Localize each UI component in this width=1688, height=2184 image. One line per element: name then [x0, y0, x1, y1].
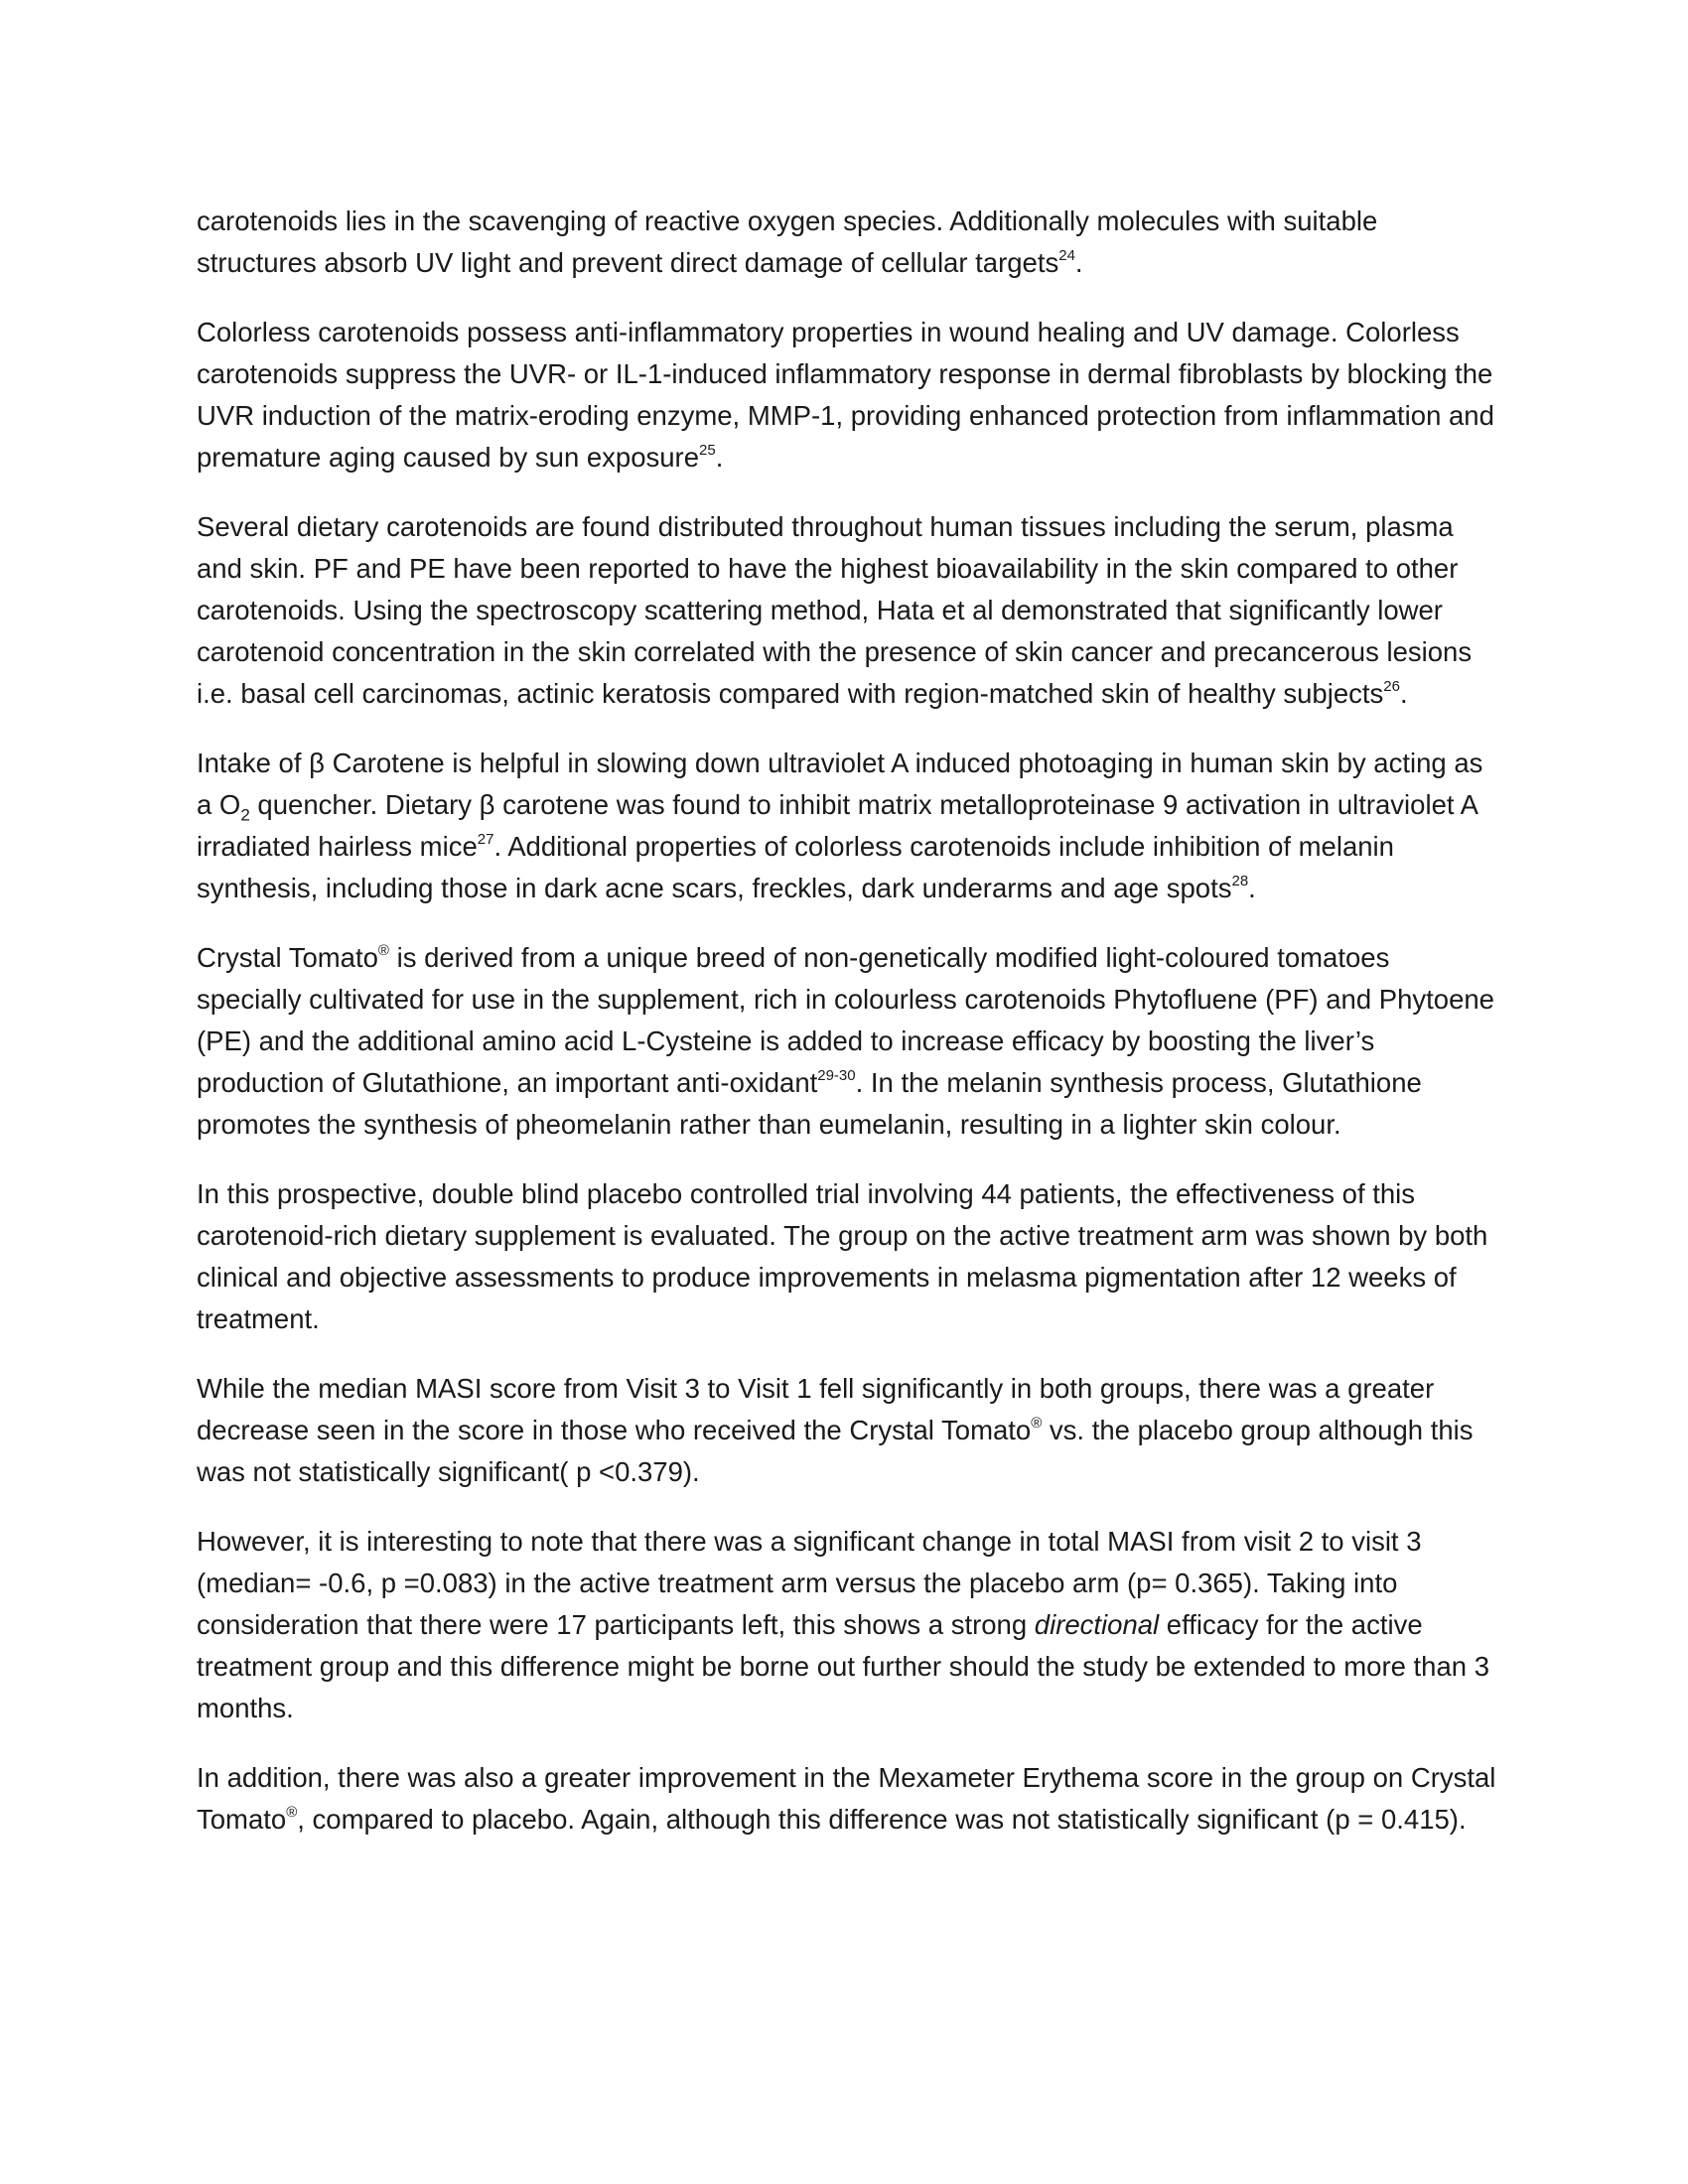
paragraph-8-text-2: efficacy for the active treatment group and this difference might be borne out further should the study be extended to more than 3 months. — [197, 1609, 1489, 1723]
paragraph-3-text: Several dietary carotenoids are found distributed throughout human tissues including the serum, plasma and skin. PF and PE have been reported to have the highest bioavailability in the skin compared to other carotenoids. Using the spectroscopy scattering method, Hata et al demonstrated that significantly lower carotenoid concentration in the skin correlated with the presence of skin cancer and precancerous lesions i.e. basal cell carcinomas, actinic keratosis compared with region-matched skin of healthy subjects — [197, 511, 1473, 709]
paragraph-7-text-2: vs. the placebo group although this was not statistically significant( p <0.379). — [197, 1415, 1474, 1487]
paragraph-5 — [197, 937, 1497, 1146]
paragraph-9-text-2: , compared to placebo. Again, although this difference was not statistically significant (p = 0.415). — [297, 1804, 1467, 1835]
paragraph-4-end: . — [1248, 873, 1256, 903]
registered-mark: ® — [377, 941, 389, 959]
paragraph-8 — [197, 1521, 1497, 1729]
registered-mark: ® — [1031, 1414, 1043, 1432]
paragraph-9 — [197, 1757, 1497, 1841]
paragraph-1-end: . — [1074, 247, 1083, 278]
citation-25: 25 — [699, 441, 716, 459]
paragraph-5-text-3: . In the melanin synthesis process, Glutathione promotes the synthesis of pheomelanin rather than eumelanin, resulting in a lighter skin colour. — [197, 1067, 1422, 1140]
paragraph-6 — [197, 1173, 1497, 1340]
citation-28: 28 — [1231, 872, 1249, 889]
paragraph-7 — [197, 1368, 1497, 1493]
citation-27: 27 — [477, 830, 494, 848]
paragraph-2-end: . — [715, 442, 724, 473]
paragraph-5-text-2: is derived from a unique breed of non-genetically modified light-coloured tomatoes specially cultivated for use in the supplement, rich in colourless carotenoids Phytofluene (PF) and Phytoene (PE) and the additional amino acid L-Cysteine is added to increase efficacy by boosting the liver’s production of Glutathione, an important anti-oxidant — [197, 942, 1494, 1098]
paragraph-2-text: Colorless carotenoids possess anti-inflammatory properties in wound healing and UV damage. Colorless carotenoids suppress the UVR- or IL-1-induced inflammatory response in dermal fibroblasts by blocking the UVR induction of the matrix-eroding enzyme, MMP-1, providing enhanced protection from inflammation and premature aging caused by sun exposure — [197, 317, 1494, 473]
registered-mark: ® — [286, 1803, 298, 1821]
paragraph-5-text: Crystal Tomato — [197, 942, 378, 973]
citation-24: 24 — [1058, 246, 1075, 264]
paragraph-8-text: However, it is interesting to note that there was a significant change in total MASI from visit 2 to visit 3 (median= -0.6, p =0.083) in the active treatment arm versus the placebo arm (p= 0.365). Taking into consideration that there were 17 participants left, this shows a strong — [197, 1526, 1422, 1640]
paragraph-2 — [197, 312, 1497, 478]
paragraph-7-text: While the median MASI score from Visit 3 to Visit 1 fell significantly in both groups, there was a greater decrease seen in the score in those who received the Crystal Tomato — [197, 1373, 1435, 1445]
paragraph-6-text: In this prospective, double blind placebo controlled trial involving 44 patients, the effectiveness of this carotenoid-rich dietary supplement is evaluated. The group on the active treatment arm was shown by both clinical and objective assessments to produce improvements in melasma pigmentation after 12 weeks of treatment. — [197, 1178, 1488, 1334]
citation-29-30: 29-30 — [817, 1066, 856, 1084]
paragraph-3-end: . — [1399, 678, 1408, 709]
paragraph-1-text: carotenoids lies in the scavenging of reactive oxygen species. Additionally molecules with suitable structures absorb UV light and prevent direct damage of cellular targets — [197, 205, 1378, 278]
paragraph-4-text-3: . Additional properties of colorless carotenoids include inhibition of melanin synthesis, including those in dark acne scars, freckles, dark underarms and age spots — [197, 831, 1394, 903]
citation-26: 26 — [1383, 677, 1400, 695]
paragraph-4-text: Intake of β Carotene is helpful in slowing down ultraviolet A induced photoaging in human skin by acting as a O — [197, 748, 1483, 820]
body-text — [197, 201, 1497, 1868]
paragraph-4 — [197, 743, 1497, 909]
emphasis-directional: directional — [1034, 1609, 1160, 1640]
paragraph-9-text: In addition, there was also a greater improvement in the Mexameter Erythema score in the group on Crystal Tomato — [197, 1762, 1496, 1835]
paragraph-3 — [197, 506, 1497, 715]
paragraph-4-text-2: quencher. Dietary β carotene was found to inhibit matrix metalloproteinase 9 activation in ultraviolet A irradiated hairless mice — [197, 789, 1477, 862]
paragraph-1 — [197, 201, 1497, 284]
oxygen-subscript: 2 — [240, 805, 250, 825]
